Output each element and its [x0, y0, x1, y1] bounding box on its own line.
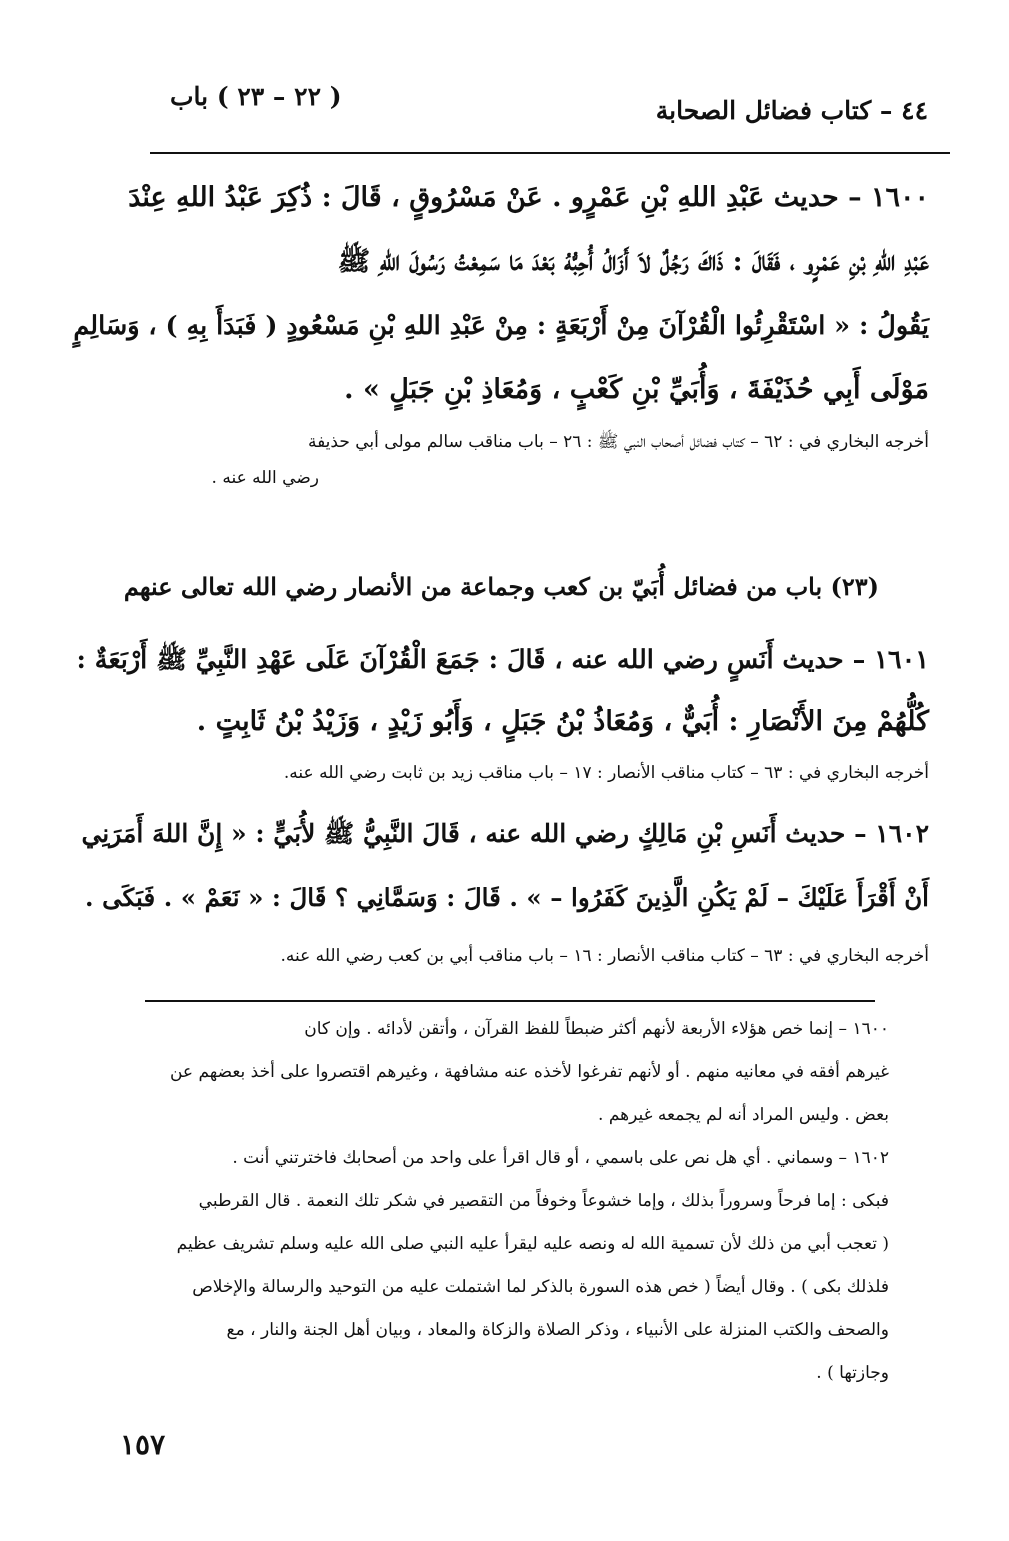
hadith-1600-source-1: أخرجه البخاري في : ٦٢ – كتاب فضائل أصحاب النبي ﷺ : ٢٦ – باب مناقب سالم مولى أبي حذيفة: [307, 432, 929, 452]
hadith-1600-line-3: يَقُولُ : « اسْتَقْرِئُوا الْقُرْآنَ مِنْ أَرْبَعَةٍ : مِنْ عَبْدِ اللهِ بْنِ مَسْعُودٍ ( فَبَدَأَ بِهِ ) ، وَسَالِمٍ: [73, 311, 929, 341]
note-1602-line-6: وجازتها ) .: [816, 1363, 889, 1383]
hadith-1602-line-1: ١٦٠٢ – حديث أَنَسِ بْنِ مَالِكٍ رضي الله عنه ، قَالَ النَّبِيُّ ﷺ لأُبَيٍّ : « إِنَّ اللهَ أَمَرَنِي: [81, 819, 929, 848]
note-1600: [69, 1008, 889, 1137]
hadith-1600-line-2: عَبْدِ اللهِ بْنِ عَمْرٍو ، فَقَالَ : ذَاكَ رَجُلٌ لاَ أَزَالُ أُحِبُّهُ بَعْدَ مَا سَمِعْتُ رَسُولَ اللهِ ﷺ: [337, 246, 929, 277]
note-1602: [69, 1137, 889, 1395]
hadith-1600-line-1: ١٦٠٠ – حديث عَبْدِ اللهِ بْنِ عَمْرٍو . عَنْ مَسْرُوقٍ ، قَالَ : ذُكِرَ عَبْدُ اللهِ عِنْدَ: [128, 182, 929, 213]
note-1602-line-3: ( تعجب أبي من ذلك لأن تسمية الله له ونصه عليه ليقرأ عليه النبي صلى الله عليه وسلم تشريف عظيم: [176, 1234, 889, 1254]
note-1600-line-3: بعض . وليس المراد أنه لم يجمعه غيرهم .: [598, 1105, 889, 1125]
page-header: [150, 82, 940, 138]
hadith-1602-line-2: أَنْ أَقْرَأَ عَلَيْكَ – لَمْ يَكُنِ الَّذِينَ كَفَرُوا – » . قَالَ : وَسَمَّانِي ؟ قَالَ : « نَعَمْ » . فَبَكَى .: [85, 883, 929, 912]
note-1602-line-5: والصحف والكتب المنزلة على الأنبياء ، وذكر الصلاة والزكاة والمعاد ، وبيان أهل الجنة والنار ، مع: [226, 1320, 889, 1340]
hadith-1601-source: أخرجه البخاري في : ٦٣ – كتاب مناقب الأنصار : ١٧ – باب مناقب زيد بن ثابت رضي الله عنه.: [283, 763, 929, 783]
hadith-1600-source-2: رضي الله عنه .: [211, 468, 319, 488]
hadith-1601-line-1: ١٦٠١ – حديث أَنَسٍ رضي الله عنه ، قَالَ : جَمَعَ الْقُرْآنَ عَلَى عَهْدِ النَّبِيِّ ﷺ أَرْبَعَةٌ :: [76, 645, 929, 675]
note-1602-line-4: فلذلك بكى ) . وقال أيضاً ( خص هذه السورة بالذكر لما اشتملت عليه من التوحيد والرسالة والإخلاص: [192, 1277, 889, 1297]
hadith-1600-line-4: مَوْلَى أَبِي حُذَيْفَةَ ، وَأُبَيِّ بْنِ كَعْبٍ ، وَمُعَاذِ بْنِ جَبَلٍ » .: [344, 374, 929, 405]
note-1600-line-1: ١٦٠٠ – إنما خص هؤلاء الأربعة لأنهم أكثر ضبطاً للفظ القرآن ، وأتقن لأدائه . وإن كان: [304, 1019, 889, 1039]
page-number: ١٥٧: [120, 1428, 166, 1461]
header-divider: [150, 152, 950, 154]
note-1600-line-2: غيرهم أفقه في معانيه منهم . أو لأنهم تفرغوا لأخذه عنه مشافهة ، وغيرهم اقتصروا على أخذ بعضهم عن: [169, 1062, 889, 1082]
chapter-range: ( ٢٢ – ٢٣ ) باب: [170, 82, 342, 111]
note-1602-line-1: ١٦٠٢ – وسماني . أي هل نص على باسمي ، أو قال اقرأ على واحد من أصحابك فاخترتني أنت .: [232, 1148, 889, 1168]
note-1602-line-2: فبكى : إما فرحاً وسروراً بذلك ، وإما خشوعاً وخوفاً من التقصير في شكر تلك النعمة . قال القرطبي: [198, 1191, 889, 1211]
section-23-title: (٢٣) باب من فضائل أُبَيّ بن كعب وجماعة من الأنصار رضي الله تعالى عنهم: [123, 572, 879, 601]
hadith-1601-line-2: كُلُّهُمْ مِنَ الأَنْصَارِ : أُبَيٌّ ، وَمُعَاذُ بْنُ جَبَلٍ ، وَأَبُو زَيْدٍ ، وَزَيْدُ بْنُ ثَابِتٍ .: [196, 706, 929, 737]
book-title: ٤٤ – كتاب فضائل الصحابة: [655, 96, 928, 125]
footnote-divider: [145, 1000, 875, 1002]
hadith-1602-source: أخرجه البخاري في : ٦٣ – كتاب مناقب الأنصار : ١٦ – باب مناقب أبي بن كعب رضي الله عنه.: [280, 946, 929, 966]
